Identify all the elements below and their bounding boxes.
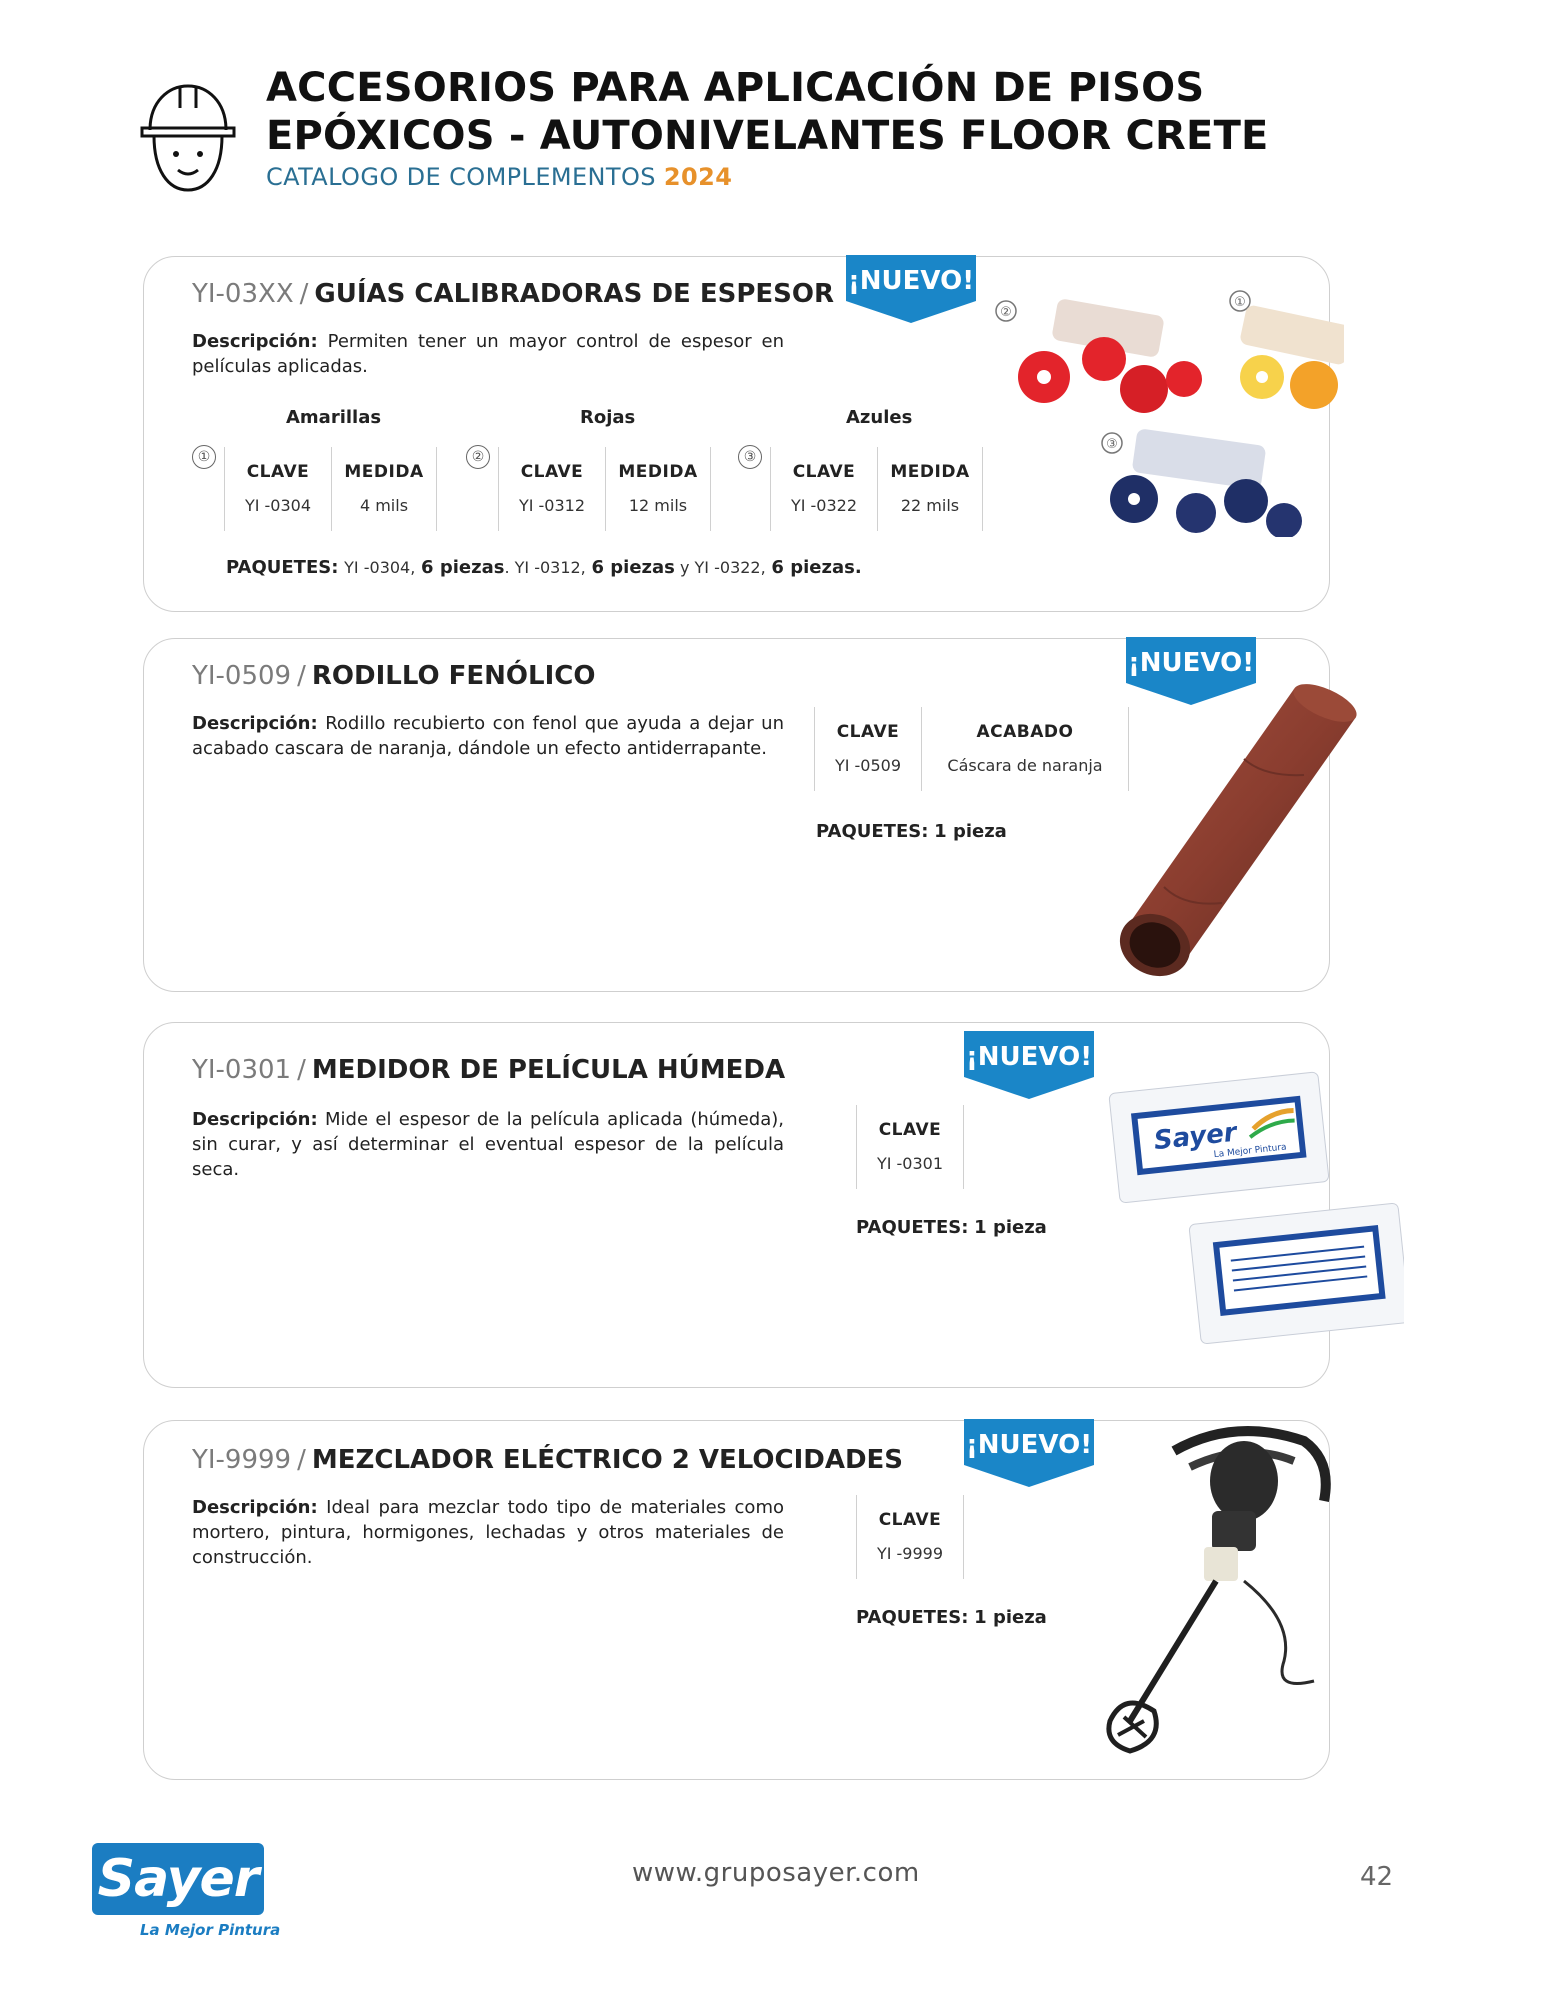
new-badge bbox=[964, 1031, 1094, 1101]
gauge-tag-text: La Mejor Pintura bbox=[1213, 1142, 1288, 1161]
subtitle-text: CATALOGO DE COMPLEMENTOS bbox=[266, 163, 656, 191]
product-name: RODILLO FENÓLICO bbox=[311, 661, 596, 691]
product-card-calibradoras bbox=[143, 256, 1330, 612]
electric-mixer-image bbox=[1094, 1421, 1344, 1766]
product-title bbox=[192, 279, 834, 309]
paquetes-value: 1 pieza bbox=[934, 821, 1007, 842]
page-title-line-1: ACCESORIOS PARA APLICACIÓN DE PISOS bbox=[266, 65, 1205, 111]
new-badge bbox=[846, 255, 976, 325]
paquetes-label: PAQUETES: bbox=[856, 1217, 969, 1238]
phenolic-roller-image bbox=[1094, 659, 1374, 989]
description-label: Descripción: bbox=[192, 1497, 318, 1518]
paq-a-code: YI -0304, bbox=[344, 558, 416, 577]
badge-text: ¡NUEVO! bbox=[965, 1042, 1093, 1072]
product-code: YI-9999 bbox=[192, 1445, 292, 1475]
clave-header: CLAVE bbox=[246, 462, 310, 482]
group-label-rojas: Rojas bbox=[580, 407, 636, 428]
product-code: YI-0301 bbox=[192, 1055, 292, 1085]
paquetes-value: 1 pieza bbox=[974, 1607, 1047, 1628]
subtitle-year: 2024 bbox=[663, 163, 733, 191]
image-marker-3: ③ bbox=[1106, 437, 1118, 452]
spec-table-mezclador bbox=[856, 1495, 964, 1579]
paquetes-line bbox=[856, 1217, 1047, 1238]
website-url[interactable]: www.gruposayer.com bbox=[632, 1858, 920, 1888]
marker-1-icon: ① bbox=[192, 445, 216, 469]
medida-value: 12 mils bbox=[628, 496, 688, 515]
acabado-value: Cáscara de naranja bbox=[947, 756, 1103, 775]
image-marker-2: ② bbox=[1000, 305, 1012, 320]
wet-film-gauge-image bbox=[1104, 1063, 1404, 1363]
product-description bbox=[192, 711, 784, 761]
product-card-medidor bbox=[143, 1022, 1330, 1388]
acabado-header: ACABADO bbox=[976, 722, 1074, 742]
description-text: Ideal para mezclar todo tipo de materiales como mortero, pintura, hormigones, lechadas y otros materiales de construcción. bbox=[192, 1497, 784, 1568]
title-separator: / bbox=[297, 661, 306, 691]
paq-a-qty: 6 piezas bbox=[421, 557, 505, 578]
description-label: Descripción: bbox=[192, 331, 318, 352]
group-label-azules: Azules bbox=[846, 407, 913, 428]
image-marker-1: ① bbox=[1234, 295, 1246, 310]
paq-c-qty: 6 piezas. bbox=[771, 557, 862, 578]
new-badge bbox=[964, 1419, 1094, 1489]
product-name: GUÍAS CALIBRADORAS DE ESPESOR bbox=[314, 279, 834, 309]
title-separator: / bbox=[297, 1055, 306, 1085]
product-name: MEZCLADOR ELÉCTRICO 2 VELOCIDADES bbox=[311, 1445, 904, 1475]
product-description bbox=[192, 1495, 784, 1570]
paquetes-line bbox=[856, 1607, 1047, 1628]
sayer-logo-text: Sayer bbox=[97, 1849, 259, 1909]
product-code: YI-0509 bbox=[192, 661, 292, 691]
title-separator: / bbox=[299, 279, 309, 309]
medida-value: 4 mils bbox=[359, 496, 409, 515]
group-label-amarillas: Amarillas bbox=[286, 407, 382, 428]
clave-header: CLAVE bbox=[836, 722, 900, 742]
clave-value: YI -9999 bbox=[876, 1544, 944, 1563]
product-name: MEDIDOR DE PELÍCULA HÚMEDA bbox=[311, 1055, 786, 1085]
clave-header: CLAVE bbox=[878, 1510, 942, 1530]
paquetes-line bbox=[816, 821, 1007, 842]
spec-table-azules bbox=[770, 447, 983, 531]
badge-text: ¡NUEVO! bbox=[965, 1430, 1093, 1460]
worker-helmet-icon bbox=[138, 78, 238, 196]
product-description bbox=[192, 329, 784, 379]
clave-value: YI -0322 bbox=[790, 496, 858, 515]
product-title bbox=[192, 1445, 903, 1475]
paquetes-label: PAQUETES: bbox=[816, 821, 929, 842]
medida-value: 22 mils bbox=[900, 496, 960, 515]
calibrator-guides-image bbox=[984, 287, 1344, 537]
description-text: Permiten tener un mayor control de espesor en películas aplicadas. bbox=[192, 331, 784, 377]
page-number: 42 bbox=[1360, 1862, 1394, 1892]
spec-table-amarillas bbox=[224, 447, 437, 531]
paq-c-code: y YI -0322, bbox=[674, 558, 766, 577]
product-title bbox=[192, 661, 595, 691]
paq-b-code: . YI -0312, bbox=[504, 558, 586, 577]
page-title bbox=[266, 64, 1366, 160]
description-label: Descripción: bbox=[192, 1109, 318, 1130]
spec-table-rojas bbox=[498, 447, 711, 531]
clave-value: YI -0509 bbox=[834, 756, 902, 775]
clave-value: YI -0312 bbox=[518, 496, 586, 515]
product-card-rodillo bbox=[143, 638, 1330, 992]
badge-text: ¡NUEVO! bbox=[847, 266, 975, 296]
sayer-tagline: La Mejor Pintura bbox=[140, 1921, 281, 1939]
gauge-brand-text: Sayer bbox=[1152, 1117, 1239, 1157]
product-card-mezclador bbox=[143, 1420, 1330, 1780]
product-title bbox=[192, 1055, 785, 1085]
spec-table-rodillo bbox=[814, 707, 1129, 791]
page-title-line-2: EPÓXICOS - AUTONIVELANTES FLOOR CRETE bbox=[266, 113, 1269, 159]
paquetes-label: PAQUETES: bbox=[856, 1607, 969, 1628]
product-code: YI-03XX bbox=[192, 279, 294, 309]
description-label: Descripción: bbox=[192, 713, 318, 734]
medida-header: MEDIDA bbox=[890, 462, 970, 482]
description-text: Rodillo recubierto con fenol que ayuda a dejar un acabado cascara de naranja, dándole un efecto antiderrapante. bbox=[192, 713, 784, 759]
medida-header: MEDIDA bbox=[344, 462, 424, 482]
clave-header: CLAVE bbox=[792, 462, 856, 482]
paquetes-value: 1 pieza bbox=[974, 1217, 1047, 1238]
title-separator: / bbox=[297, 1445, 306, 1475]
product-description bbox=[192, 1107, 784, 1182]
description-text: Mide el espesor de la película aplicada (húmeda), sin curar, y así determinar el eventual espesor de la película seca. bbox=[192, 1109, 784, 1180]
clave-header: CLAVE bbox=[520, 462, 584, 482]
clave-value: YI -0301 bbox=[876, 1154, 944, 1173]
clave-value: YI -0304 bbox=[244, 496, 312, 515]
marker-2-icon: ② bbox=[466, 445, 490, 469]
clave-header: CLAVE bbox=[878, 1120, 942, 1140]
paquetes-label: PAQUETES: bbox=[226, 557, 339, 578]
page-subtitle bbox=[266, 163, 732, 191]
badge-text: ¡NUEVO! bbox=[1127, 648, 1255, 678]
spec-table-medidor bbox=[856, 1105, 964, 1189]
paquetes-line bbox=[226, 557, 862, 578]
marker-3-icon: ③ bbox=[738, 445, 762, 469]
paq-b-qty: 6 piezas bbox=[591, 557, 675, 578]
medida-header: MEDIDA bbox=[618, 462, 698, 482]
